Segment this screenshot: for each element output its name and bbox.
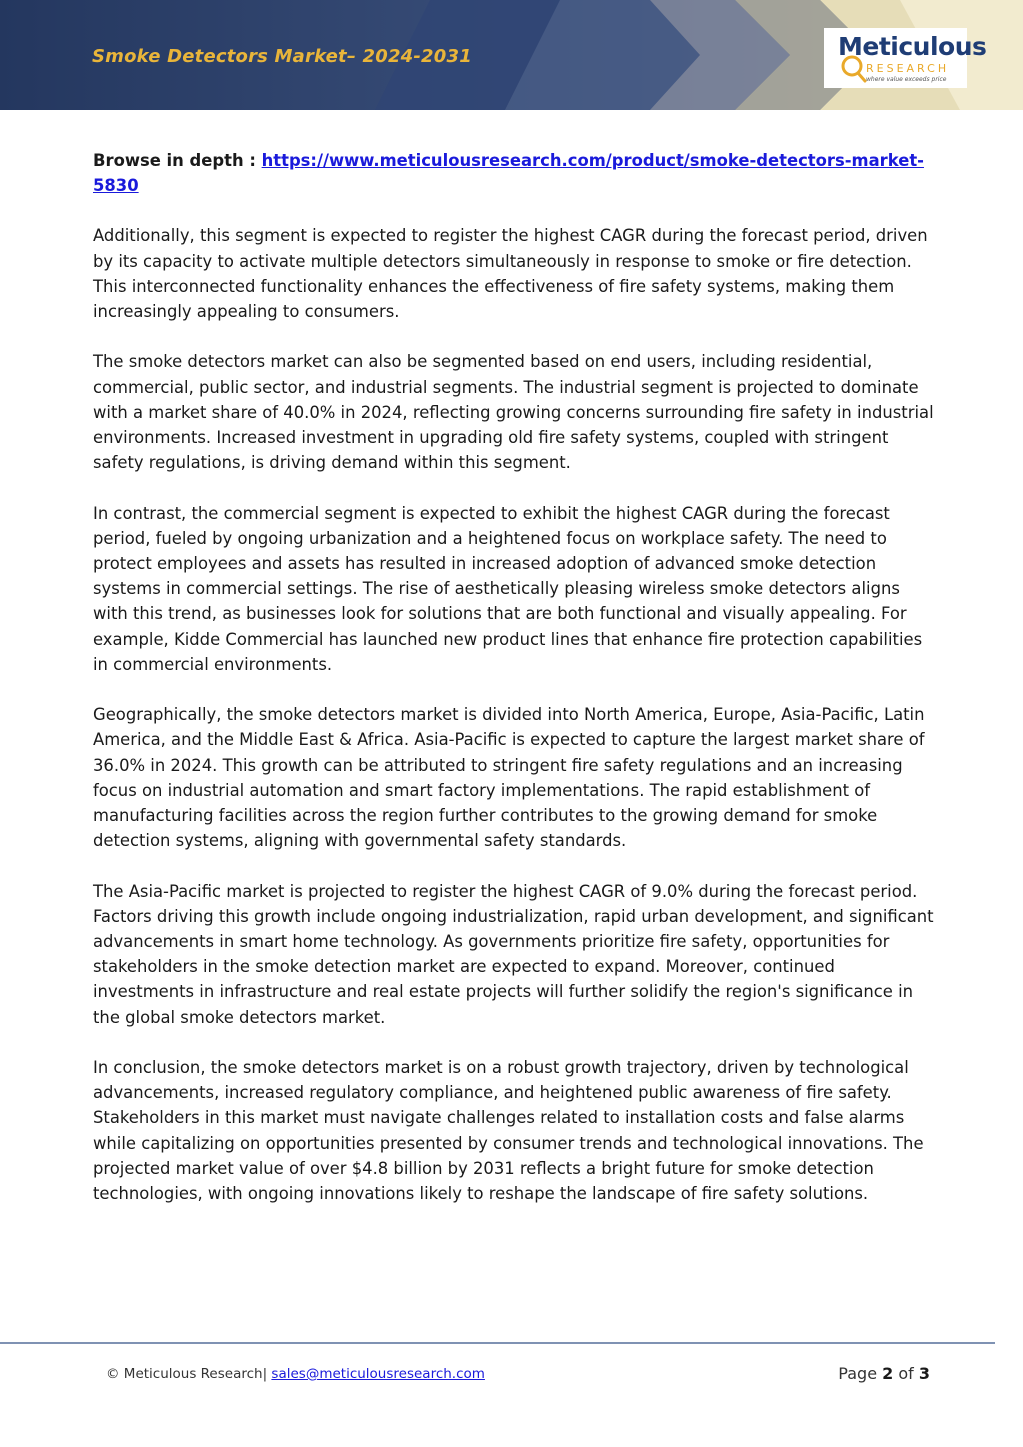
browse-line [93, 148, 938, 198]
page-number [838, 1364, 930, 1383]
page-of: of [893, 1364, 919, 1383]
paragraph-cagr-segment: Additionally, this segment is expected to register the highest CAGR during the forecast period, driven by its capacity to activate multiple detectors simultaneously in response to smoke or fire detection. This interconnected functionality enhances the effectiveness of fire safety systems, making them increasingly appealing to consumers. [93, 226, 928, 322]
logo-subtitle: RESEARCH [866, 62, 950, 75]
logo-tagline: where value exceeds price [866, 76, 947, 83]
footer-copyright-line [106, 1366, 485, 1382]
logo-wordmark: Meticulous [838, 32, 987, 61]
paragraph-asia-pacific: The Asia-Pacific market is projected to register the highest CAGR of 9.0% during the forecast period. Factors driving this growth include ongoing industrialization, rapid urban development, and significant advancements in smart home technology. As governments prioritize fire safety, opportunities for stakeholders in the smoke detection market are expected to expand. Moreover, continued investments in infrastructure and real estate projects will further solidify the region's significance in the global smoke detectors market. [93, 881, 934, 1027]
paragraph-end-users: The smoke detectors market can also be segmented based on end users, including residential, commercial, public sector, and industrial segments. The industrial segment is projected to dominate with a market share of 40.0% in 2024, reflecting growing concerns surrounding fire safety in industrial environments. Increased investment in upgrading old fire safety systems, coupled with stringent safety regulations, is driving demand within this segment. [93, 352, 934, 473]
page-prefix: Page [838, 1364, 883, 1383]
page-total: 3 [918, 1364, 930, 1383]
meticulous-research-logo [824, 28, 987, 88]
document-body [93, 148, 938, 1231]
footer-divider [0, 1342, 995, 1344]
footer-email-link[interactable]: sales@meticulousresearch.com [271, 1366, 485, 1382]
footer-copyright: © Meticulous Research| [106, 1366, 272, 1382]
header-banner [0, 0, 1023, 110]
document-title: Smoke Detectors Market– 2024-2031 [92, 46, 472, 67]
paragraph-commercial: In contrast, the commercial segment is expected to exhibit the highest CAGR during the forecast period, fueled by ongoing urbanization and a heightened focus on workplace safety. The need to protect employees and assets has resulted in increased adoption of advanced smoke detection systems in commercial settings. The rise of aesthetically pleasing wireless smoke detectors aligns with this trend, as businesses look for solutions that are both functional and visually appealing. For example, Kidde Commercial has launched new product lines that enhance fire protection capabilities in commercial environments. [93, 503, 923, 674]
paragraph-geography: Geographically, the smoke detectors market is divided into North America, Europe, Asia-Pacific, Latin America, and the Middle East & Africa. Asia-Pacific is expected to capture the largest market share of 36.0% in 2024. This growth can be attributed to stringent fire safety regulations and an increasing focus on industrial automation and smart factory implementations. The rapid establishment of manufacturing facilities across the region further contributes to the growing demand for smoke detection systems, aligning with governmental safety standards. [93, 705, 925, 851]
product-page-link[interactable]: https://www.meticulousresearch.com/product/smoke-detectors-market-5830 [93, 151, 924, 196]
paragraph-conclusion: In conclusion, the smoke detectors market is on a robust growth trajectory, driven by technological advancements, increased regulatory compliance, and heightened public awareness of fire safety. Stakeholders in this market must navigate challenges related to installation costs and false alarms while capitalizing on opportunities presented by consumer trends and technological innovations. The projected market value of over $4.8 billion by 2031 reflects a bright future for smoke detection technologies, with ongoing innovations likely to reshape the landscape of fire safety solutions. [93, 1058, 924, 1204]
page-current: 2 [882, 1364, 894, 1383]
browse-label: Browse in depth : [93, 151, 262, 170]
